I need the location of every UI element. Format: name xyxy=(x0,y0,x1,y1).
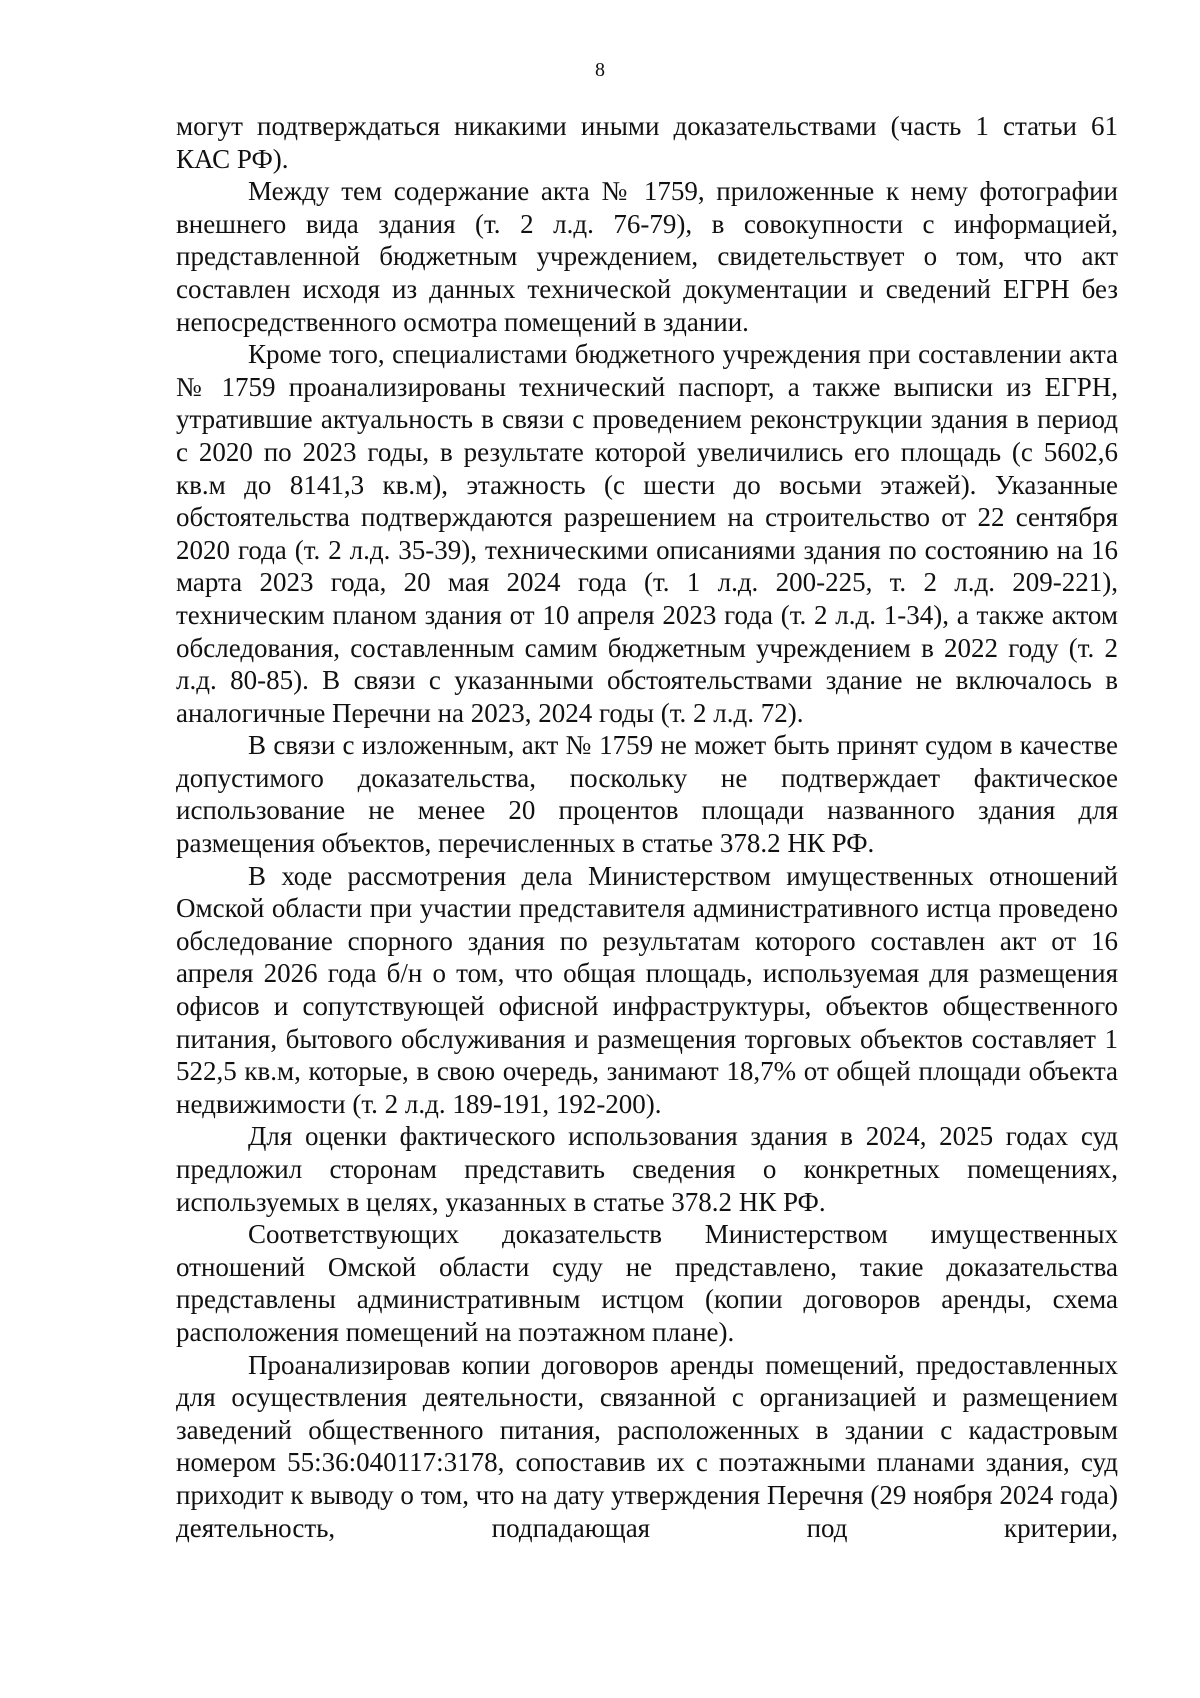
paragraph: Соответствующих доказательств Министерством имущественных отношений Омской области суду не представлено, такие доказательства представлены административным истцом (копии договоров аренды, схема расположения помещений на поэтажном плане). xyxy=(176,1219,1118,1347)
paragraph: В связи с изложенным, акт № 1759 не может быть принят судом в качестве допустимого доказательства, поскольку не подтверждает фактическое использование не менее 20 процентов площади названного здания для размещения объектов, перечисленных в статье 378.2 НК РФ. xyxy=(176,730,1118,859)
paragraph: Кроме того, специалистами бюджетного учреждения при составлении акта № 1759 проанализированы технический паспорт, а также выписки из ЕГРН, утратившие актуальность в связи с проведением реконструкции здания в период с 2020 по 2023 годы, в результате которой увеличились его площадь (с 5602,6 кв.м до 8141,3 кв.м), этажность (с шести до восьми этажей). Указанные обстоятельства подтверждаются разрешением на строительство от 22 сентября 2020 года (т. 2 л.д. 35-39), техническими описаниями здания по состоянию на 16 марта 2023 года, 20 мая 2024 года (т. 1 л.д. 200-225, т. 2 л.д. 209-221), техническим планом здания от 10 апреля 2023 года (т. 2 л.д. 1-34), а также актом обследования, составленным самим бюджетным учреждением в 2022 году (т. 2 л.д. 80-85). В связи с указанными обстоятельствами здание не включалось в аналогичные Перечни на 2023, 2024 годы (т. 2 л.д. 72). xyxy=(176,339,1118,728)
paragraph: Для оценки фактического использования здания в 2024, 2025 годах суд предложил сторонам представить сведения о конкретных помещениях, используемых в целях, указанных в статье 378.2 НК РФ. xyxy=(176,1121,1118,1217)
page-number: 8 xyxy=(595,59,605,81)
paragraph: могут подтверждаться никакими иными доказательствами (часть 1 статьи 61 КАС РФ). xyxy=(176,111,1118,174)
paragraph: В ходе рассмотрения дела Министерством имущественных отношений Омской области при участии представителя административного истца проведено обследование спорного здания по результатам которого составлен акт от 16 апреля 2026 года б/н о том, что общая площадь, используемая для размещения офисов и сопутствующей офисной инфраструктуры, объектов общественного питания, бытового обслуживания и размещения торговых объектов составляет 1 522,5 кв.м, которые, в свою очередь, занимают 18,7% от общей площади объекта недвижимости (т. 2 л.д. 189-191, 192-200). xyxy=(176,860,1118,1119)
paragraph: Между тем содержание акта № 1759, приложенные к нему фотографии внешнего вида здания (т. 2 л.д. 76-79), в совокупности с информацией, представленной бюджетным учреждением, свидетельствует о том, что акт составлен исходя из данных технической документации и сведений ЕГРН без непосредственного осмотра помещений в здании. xyxy=(176,176,1118,337)
paragraph: Проанализировав копии договоров аренды помещений, предоставленных для осуществления деятельности, связанной с организацией и размещением заведений общественного питания, расположенных в здании с кадастровым номером 55:36:040117:3178, сопоставив их с поэтажными планами здания, суд приходит к выводу о том, что на дату утверждения Перечня (29 ноября 2024 года) деятельность, подпадающая под критерии, xyxy=(176,1349,1118,1543)
document-body xyxy=(176,110,1118,1544)
